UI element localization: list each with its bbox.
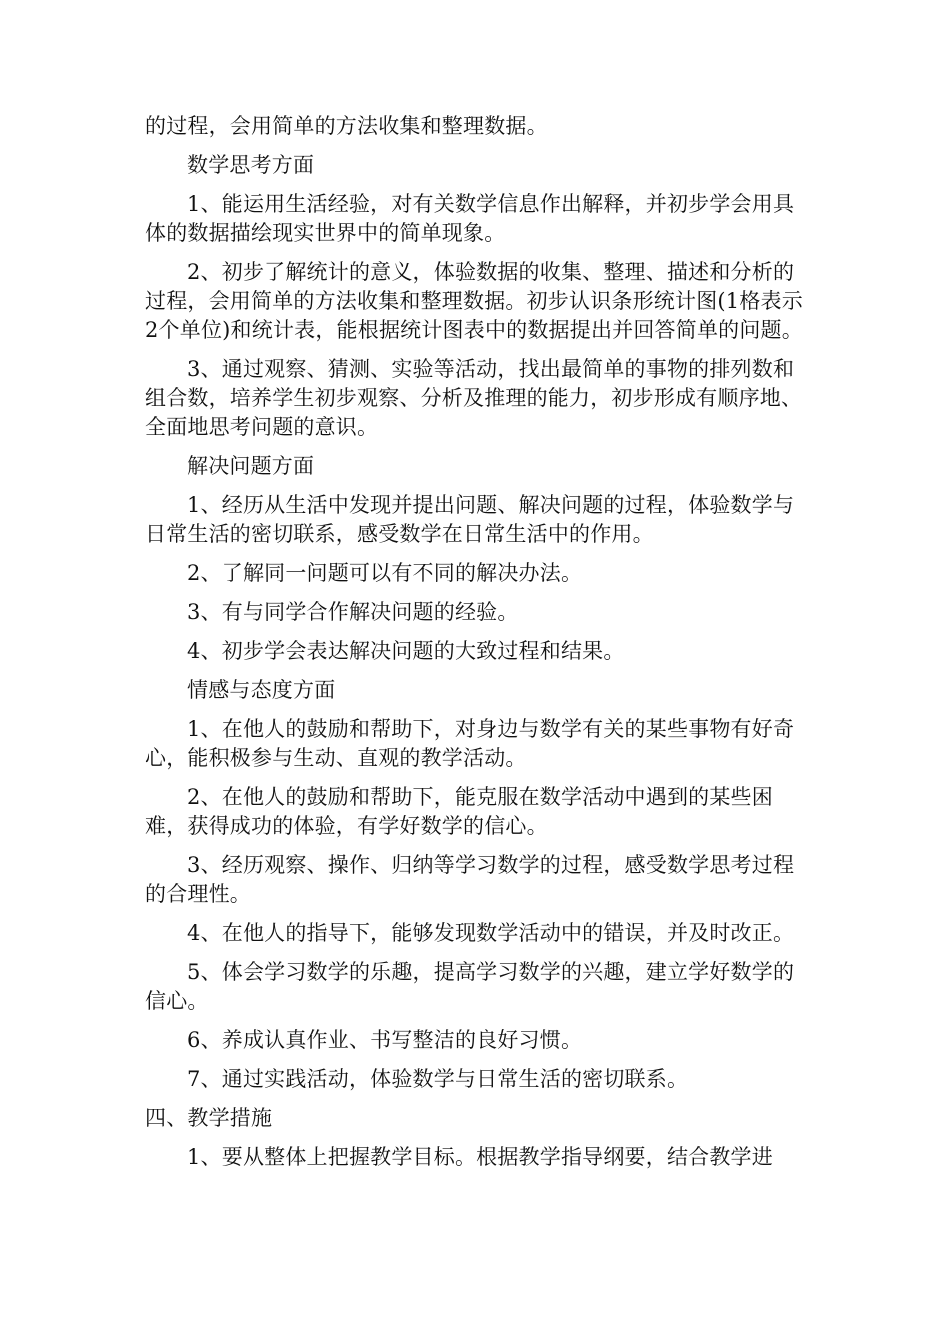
paragraph-item: 1、要从整体上把握教学目标。根据教学指导纲要，结合教学进 xyxy=(187,1145,773,1169)
paragraph-item: 3、通过观察、猜测、实验等活动，找出最简单的事物的排列数和组合数，培养学生初步观察、分析及推理的能力，初步形成有顺序地、全面地思考问题的意识。 xyxy=(145,357,803,439)
paragraph-item: 6、养成认真作业、书写整洁的良好习惯。 xyxy=(187,1028,583,1052)
section-heading-teaching-measures: 四、教学措施 xyxy=(145,1106,273,1130)
paragraph-item: 4、初步学会表达解决问题的大致过程和结果。 xyxy=(187,639,625,663)
section-heading-math-thinking: 数学思考方面 xyxy=(187,153,315,177)
section-heading-emotion-attitude: 情感与态度方面 xyxy=(187,678,336,702)
section-heading-problem-solving: 解决问题方面 xyxy=(187,454,315,478)
paragraph-item: 7、通过实践活动，体验数学与日常生活的密切联系。 xyxy=(187,1067,689,1091)
paragraph-item: 1、能运用生活经验，对有关数学信息作出解释，并初步学会用具体的数据描绘现实世界中的简单现象。 xyxy=(145,192,795,245)
paragraph-item: 2、了解同一问题可以有不同的解决办法。 xyxy=(187,561,583,585)
document-body xyxy=(145,112,805,1182)
paragraph-item: 3、有与同学合作解决问题的经验。 xyxy=(187,600,519,624)
paragraph-item: 2、初步了解统计的意义，体验数据的收集、整理、描述和分析的过程，会用简单的方法收集和整理数据。初步认识条形统计图(1格表示2个单位)和统计表，能根据统计图表中的数据提出并回答简单的问题。 xyxy=(145,260,803,342)
paragraph-item: 3、经历观察、操作、归纳等学习数学的过程，感受数学思考过程的合理性。 xyxy=(145,853,795,906)
paragraph-item: 2、在他人的鼓励和帮助下，能克服在数学活动中遇到的某些困难，获得成功的体验，有学好数学的信心。 xyxy=(145,785,773,838)
paragraph-item: 1、在他人的鼓励和帮助下，对身边与数学有关的某些事物有好奇心，能积极参与生动、直观的教学活动。 xyxy=(145,717,795,770)
paragraph-item: 4、在他人的指导下，能够发现数学活动中的错误，并及时改正。 xyxy=(187,921,795,945)
paragraph-item: 1、经历从生活中发现并提出问题、解决问题的过程，体验数学与日常生活的密切联系，感受数学在日常生活中的作用。 xyxy=(145,493,795,546)
paragraph-item: 5、体会学习数学的乐趣，提高学习数学的兴趣，建立学好数学的信心。 xyxy=(145,960,795,1013)
paragraph-continuation: 的过程，会用简单的方法收集和整理数据。 xyxy=(145,114,548,138)
